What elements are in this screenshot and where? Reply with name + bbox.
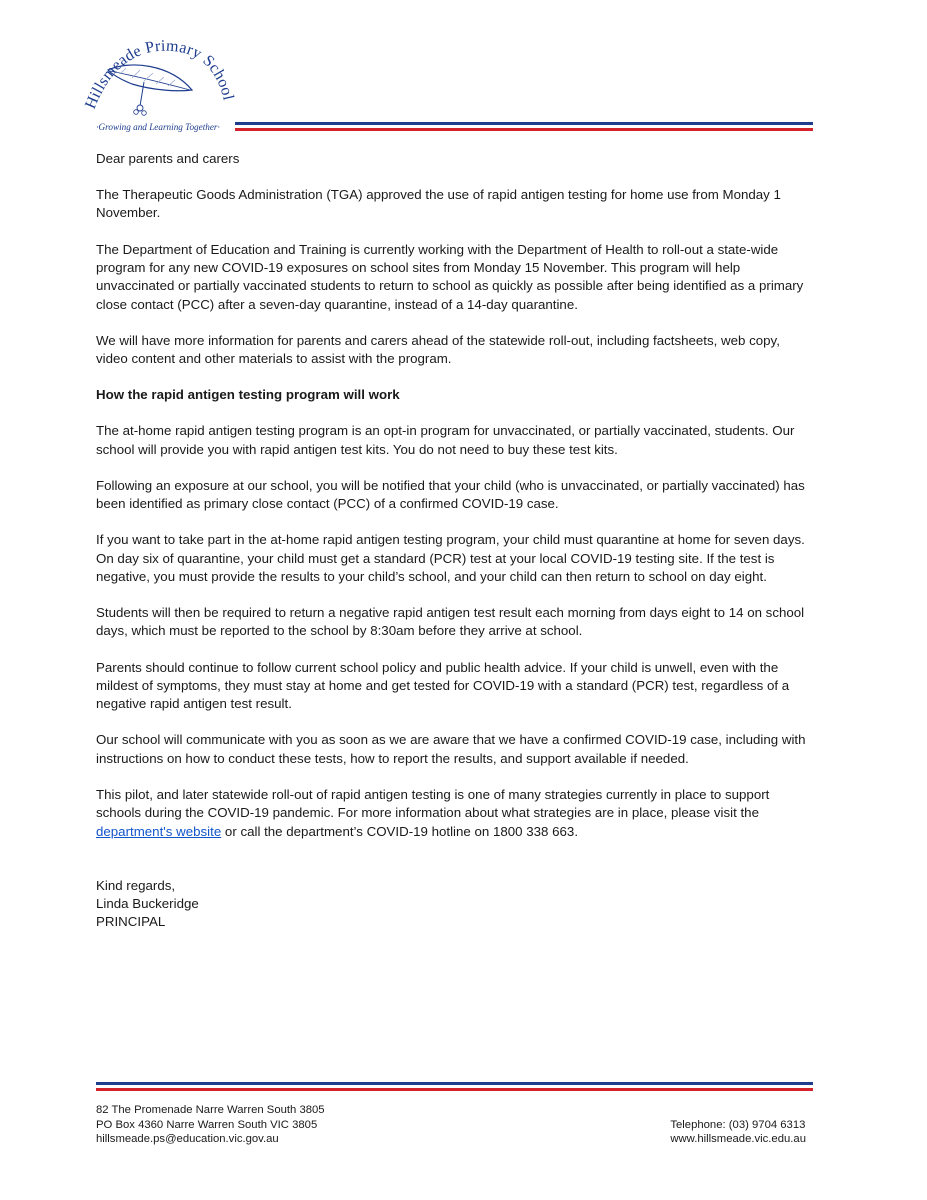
salutation: Dear parents and carers	[96, 151, 240, 166]
paragraph-4: The at-home rapid antigen testing program is an opt-in program for unvaccinated, or partially vaccinated, students. Our school will provide you with rapid antigen test kits. You do not need to buy these test kits.	[96, 423, 795, 457]
footer-rule	[96, 1082, 813, 1090]
footer-telephone: Telephone: (03) 9704 6313	[670, 1118, 806, 1131]
paragraph-10-end: or call the department’s COVID-19 hotline on 1800 338 663.	[221, 823, 579, 839]
sign-off	[96, 877, 811, 932]
paragraph-6: If you want to take part in the at-home rapid antigen testing program, your child must quarantine at home for seven days. On day six of quarantine, your child must get a standard (PCR) test at your local COVID-19 testing site. If the test is negative, you must provide the results to your child’s school, and your child can then return to school on day eight.	[96, 532, 805, 584]
footer-email: hillsmeade.ps@education.vic.gov.au	[96, 1133, 279, 1146]
paragraph-8: Parents should continue to follow current school policy and public health advice. If your child is unwell, even with the mildest of symptoms, they must stay at home and get tested for COVID-19 with a standard (PCR) test, regardless of a negative rapid antigen test result.	[96, 659, 790, 712]
footer-address-line-2: PO Box 4360 Narre Warren South VIC 3805	[96, 1118, 318, 1131]
signer-name: Linda Buckeridge	[96, 896, 199, 912]
paragraph-7: Students will then be required to return a negative rapid antigen test result each morning from days eight to 14 on school days, which must be reported to the school by 8:30am before they arrive at school.	[96, 605, 805, 639]
footer-contact-block	[670, 1118, 806, 1147]
eucalyptus-logo-icon	[80, 40, 236, 140]
closing-line: Kind regards,	[96, 877, 176, 893]
header-rule	[235, 122, 813, 130]
signer-title: PRINCIPAL	[96, 914, 166, 930]
footer-website: www.hillsmeade.vic.edu.au	[670, 1133, 806, 1146]
logo-school-name: Hillsmeade Primary School	[82, 40, 236, 112]
paragraph-5: Following an exposure at our school, you will be notified that your child (who is unvaccinated, or partially vaccinated) has been identified as primary close contact (PCC) of a confirmed COVID-19 case.	[96, 477, 805, 512]
paragraph-9: Our school will communicate with you as soon as we are aware that we have a confirmed COVID-19 case, including with instructions on how to conduct these tests, how to report the results, and support available if needed.	[96, 732, 806, 766]
footer-address-line-1: 82 The Promenade Narre Warren South 3805	[96, 1104, 325, 1116]
school-logo	[80, 40, 236, 140]
paragraph-10	[96, 786, 811, 841]
footer-address-block	[96, 1103, 325, 1147]
paragraph-3: We will have more information for parents and carers ahead of the statewide roll-out, including factsheets, web copy, video content and other materials to assist with the program.	[96, 332, 780, 367]
section-heading: How the rapid antigen testing program will work	[96, 387, 400, 403]
department-website-link[interactable]: department's website	[96, 823, 222, 839]
letter-body	[96, 150, 811, 932]
paragraph-2: The Department of Education and Training is currently working with the Department of Health to roll-out a state-wide program for any new COVID-19 exposures on school sites from Monday 15 November. This program will help unvaccinated or partially vaccinated students to return to school as quickly as possible after being identified as a primary close contact (PCC) after a seven-day quarantine, instead of a 14-day quarantine.	[96, 241, 804, 312]
logo-motto: ·Growing and Learning Together·	[96, 122, 220, 132]
paragraph-1: The Therapeutic Goods Administration (TGA) approved the use of rapid antigen testing for home use from Monday 1 November.	[96, 187, 781, 221]
paragraph-10-start: This pilot, and later statewide roll-out of rapid antigen testing is one of many strategies currently in place to support schools during the COVID-19 pandemic. For more information about what strategies are in place, please visit the	[96, 786, 770, 821]
